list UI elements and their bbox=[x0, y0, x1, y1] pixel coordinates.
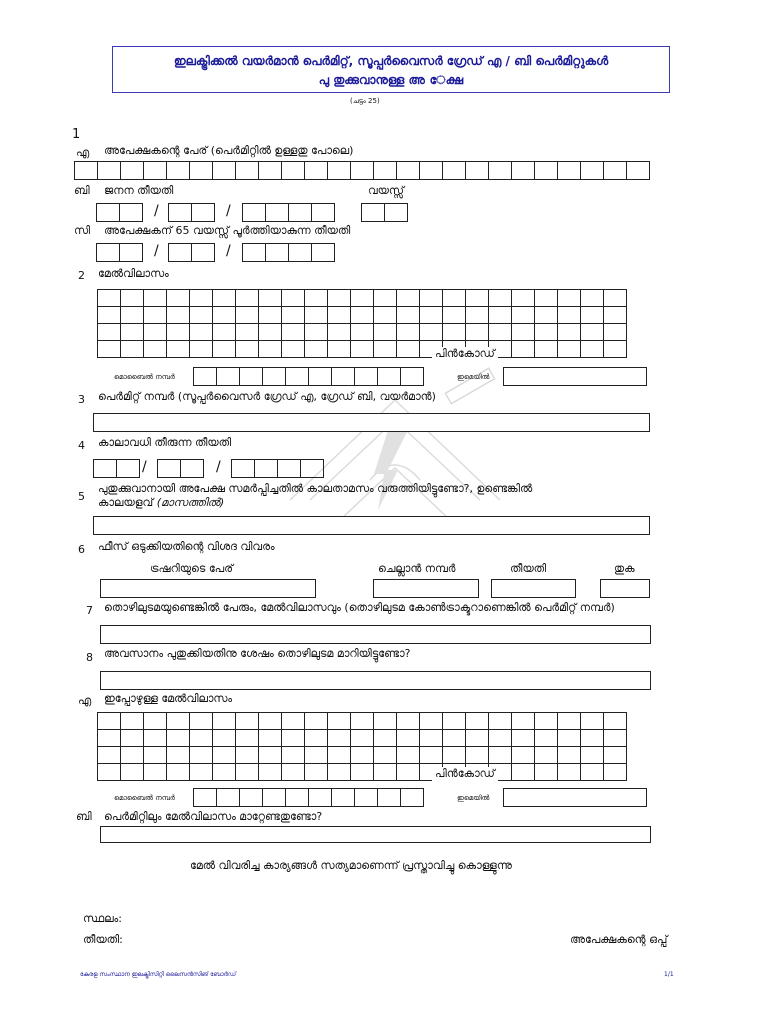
address-cell[interactable] bbox=[121, 290, 144, 307]
mobile-digit-cell[interactable] bbox=[239, 788, 263, 807]
section-7-number: 7 bbox=[86, 604, 93, 617]
address-cell[interactable] bbox=[351, 713, 374, 730]
address-cell[interactable] bbox=[190, 290, 213, 307]
mobile-digit-cell[interactable] bbox=[400, 788, 424, 807]
current-address-label: ഇപ്പോഴുള്ള മേൽവിലാസം bbox=[104, 692, 233, 705]
address-label: മേൽവിലാസം bbox=[98, 267, 169, 280]
address-cell[interactable] bbox=[213, 730, 236, 747]
declaration-text: മേൽ വിവരിച്ച കാര്യങ്ങൾ സത്യമാണെന്ന് പ്രസ്താവിച്ചു കൊള്ളുന്നു bbox=[190, 859, 512, 872]
address-cell[interactable] bbox=[305, 324, 328, 341]
address-cell[interactable] bbox=[236, 290, 259, 307]
section-3-number: 3 bbox=[78, 393, 85, 406]
mobile-digit-cell[interactable] bbox=[239, 367, 263, 386]
address-cell[interactable] bbox=[443, 713, 466, 730]
date-separator: / bbox=[226, 243, 231, 259]
address-cell[interactable] bbox=[581, 307, 604, 324]
address-cell[interactable] bbox=[98, 747, 121, 764]
address-cell[interactable] bbox=[512, 764, 535, 781]
permit-address-change-label: പെർമിറ്റിലും മേൽവിലാസം മാറ്റേണ്ടതുണ്ടോ? bbox=[104, 810, 323, 823]
address-cell[interactable] bbox=[558, 730, 581, 747]
address-cell[interactable] bbox=[213, 764, 236, 781]
address-cell[interactable] bbox=[604, 730, 627, 747]
address-cell[interactable] bbox=[535, 324, 558, 341]
address-cell[interactable] bbox=[397, 764, 420, 781]
address-cell[interactable] bbox=[535, 713, 558, 730]
address-cell[interactable] bbox=[581, 290, 604, 307]
treasury-name-field[interactable] bbox=[100, 579, 316, 598]
address-cell[interactable] bbox=[305, 307, 328, 324]
dob-year-cells[interactable] bbox=[242, 203, 335, 222]
address-cell[interactable] bbox=[581, 730, 604, 747]
date-separator: / bbox=[154, 243, 159, 259]
address-cell[interactable] bbox=[144, 290, 167, 307]
address-cell[interactable] bbox=[190, 730, 213, 747]
address-cell[interactable] bbox=[581, 324, 604, 341]
address-cell[interactable] bbox=[604, 747, 627, 764]
permit-address-change-field[interactable] bbox=[100, 826, 651, 843]
address-cell[interactable] bbox=[236, 341, 259, 358]
email-field[interactable] bbox=[503, 367, 647, 386]
address-cell[interactable] bbox=[213, 290, 236, 307]
address-cell[interactable] bbox=[328, 290, 351, 307]
current-address-grid[interactable] bbox=[97, 712, 627, 781]
section-8b-label: ബി bbox=[76, 810, 92, 823]
age65-month-cells[interactable] bbox=[168, 243, 215, 262]
amount-label: തുക bbox=[614, 562, 635, 575]
address-cell[interactable] bbox=[558, 307, 581, 324]
mobile-digit-cell[interactable] bbox=[216, 788, 240, 807]
address-cell[interactable] bbox=[167, 764, 190, 781]
mobile-digit-cell[interactable] bbox=[285, 788, 309, 807]
expiry-year-cells[interactable] bbox=[231, 459, 324, 478]
address-cell[interactable] bbox=[167, 324, 190, 341]
address-cell[interactable] bbox=[259, 747, 282, 764]
expiry-month-cells[interactable] bbox=[157, 459, 204, 478]
delay-period-text: കാലയളവ് bbox=[98, 496, 154, 509]
address-cell[interactable] bbox=[489, 290, 512, 307]
challan-number-field[interactable] bbox=[373, 579, 479, 598]
address-cell[interactable] bbox=[144, 730, 167, 747]
dob-day-cells[interactable] bbox=[96, 203, 143, 222]
address-cell[interactable] bbox=[236, 747, 259, 764]
address-cell[interactable] bbox=[535, 290, 558, 307]
address-cell[interactable] bbox=[98, 307, 121, 324]
date-label: തീയതി: bbox=[83, 933, 123, 946]
address-cell[interactable] bbox=[604, 307, 627, 324]
section-1a-label: എ bbox=[76, 146, 90, 159]
address-cell[interactable] bbox=[236, 324, 259, 341]
address-cell[interactable] bbox=[259, 324, 282, 341]
address-grid[interactable] bbox=[97, 289, 627, 358]
address-cell[interactable] bbox=[167, 730, 190, 747]
age65-year-cells[interactable] bbox=[242, 243, 335, 262]
address-cell[interactable] bbox=[305, 290, 328, 307]
address-cell[interactable] bbox=[489, 307, 512, 324]
email-label: ഇമെയിൽ bbox=[457, 373, 490, 381]
address-cell[interactable] bbox=[535, 730, 558, 747]
address-cell[interactable] bbox=[351, 764, 374, 781]
mobile-digit-cell[interactable] bbox=[354, 788, 378, 807]
address-cell[interactable] bbox=[167, 747, 190, 764]
address-cell[interactable] bbox=[351, 324, 374, 341]
address-cell[interactable] bbox=[535, 747, 558, 764]
fee-details-label: ഫീസ് ഒടുക്കിയതിന്റെ വിശദ വിവരം bbox=[98, 540, 275, 553]
mobile-digit-cell[interactable] bbox=[377, 788, 401, 807]
address-cell[interactable] bbox=[512, 307, 535, 324]
employer-field[interactable] bbox=[100, 625, 651, 644]
address-cell[interactable] bbox=[535, 341, 558, 358]
address-cell[interactable] bbox=[374, 747, 397, 764]
date-separator: / bbox=[226, 203, 231, 219]
address-cell[interactable] bbox=[489, 713, 512, 730]
address-cell[interactable] bbox=[466, 747, 489, 764]
address-cell[interactable] bbox=[489, 324, 512, 341]
address-cell[interactable] bbox=[190, 341, 213, 358]
address-cell[interactable] bbox=[213, 341, 236, 358]
delay-period-field[interactable] bbox=[93, 516, 650, 535]
address-cell[interactable] bbox=[98, 341, 121, 358]
date-separator: / bbox=[216, 459, 221, 475]
address-cell[interactable] bbox=[305, 713, 328, 730]
dob-month-cells[interactable] bbox=[168, 203, 215, 222]
address-cell[interactable] bbox=[512, 713, 535, 730]
address-cell[interactable] bbox=[121, 341, 144, 358]
address-cell[interactable] bbox=[374, 713, 397, 730]
age-cells[interactable] bbox=[361, 203, 408, 222]
mobile-label: മൊബൈൽ നമ്പർ bbox=[114, 373, 175, 381]
permit-number-label: പെർമിറ്റ് നമ്പർ (സൂപ്പർവൈസർ ഗ്രേഡ് എ, ഗ്രേഡ് ബി, വയർമാൻ) bbox=[98, 390, 436, 403]
address-cell[interactable] bbox=[167, 713, 190, 730]
employer-label: തൊഴിലുടമയുണ്ടെങ്കിൽ പേരും, മേൽവിലാസവും (തൊഴിലുടമ കോൺട്രാക്ടറാണെങ്കിൽ പെർമിറ്റ് നമ്പർ) bbox=[104, 601, 615, 614]
address-cell[interactable] bbox=[282, 324, 305, 341]
address-cell[interactable] bbox=[259, 290, 282, 307]
address-cell[interactable] bbox=[190, 307, 213, 324]
address-cell[interactable] bbox=[558, 341, 581, 358]
address-cell[interactable] bbox=[374, 290, 397, 307]
mobile-digit-cell[interactable] bbox=[216, 367, 240, 386]
address-cell[interactable] bbox=[328, 324, 351, 341]
applicant-name-label: അപേക്ഷകന്റെ പേര് (പെർമിറ്റിൽ ഉള്ളതു പോലെ) bbox=[104, 144, 354, 157]
address-cell[interactable] bbox=[259, 764, 282, 781]
address-cell[interactable] bbox=[144, 747, 167, 764]
address-cell[interactable] bbox=[397, 730, 420, 747]
address-cell[interactable] bbox=[236, 307, 259, 324]
address-cell[interactable] bbox=[443, 290, 466, 307]
address-cell[interactable] bbox=[604, 324, 627, 341]
email-label-2: ഇമെയിൽ bbox=[457, 794, 490, 802]
signature-label: അപേക്ഷകന്റെ ഒപ്പ് bbox=[570, 933, 668, 946]
challan-date-field[interactable] bbox=[491, 579, 576, 598]
address-cell[interactable] bbox=[351, 307, 374, 324]
section-8a-label: എ bbox=[78, 694, 92, 707]
section-1-number: 1 bbox=[72, 127, 81, 142]
address-cell[interactable] bbox=[374, 764, 397, 781]
address-cell[interactable] bbox=[420, 713, 443, 730]
address-cell[interactable] bbox=[443, 307, 466, 324]
address-cell[interactable] bbox=[236, 730, 259, 747]
address-cell[interactable] bbox=[397, 747, 420, 764]
address-cell[interactable] bbox=[535, 307, 558, 324]
form-title-box bbox=[112, 46, 670, 93]
address-cell[interactable] bbox=[167, 307, 190, 324]
address-cell[interactable] bbox=[121, 307, 144, 324]
address-cell[interactable] bbox=[259, 307, 282, 324]
delay-question-label: പുതുക്കുവാനായി അപേക്ഷ സമർപ്പിച്ചതിൽ കാലതാമസം വരുത്തിയിട്ടുണ്ടോ?, ഉണ്ടെങ്കിൽ bbox=[98, 482, 533, 495]
address-cell[interactable] bbox=[466, 713, 489, 730]
address-cell[interactable] bbox=[305, 764, 328, 781]
address-cell[interactable] bbox=[282, 747, 305, 764]
section-1c-label: സി bbox=[74, 224, 91, 237]
address-cell[interactable] bbox=[328, 747, 351, 764]
mobile-cells-2[interactable] bbox=[193, 788, 424, 807]
address-cell[interactable] bbox=[282, 764, 305, 781]
address-cell[interactable] bbox=[121, 764, 144, 781]
address-cell[interactable] bbox=[190, 713, 213, 730]
address-cell[interactable] bbox=[466, 290, 489, 307]
footer-board-name: കേരള സംസ്ഥാന ഇലക്ട്രിസിറ്റി ലൈസൻസിങ് ബോർഡ് bbox=[80, 971, 237, 978]
address-cell[interactable] bbox=[98, 713, 121, 730]
address-cell[interactable] bbox=[489, 730, 512, 747]
address-cell[interactable] bbox=[397, 324, 420, 341]
address-cell[interactable] bbox=[420, 324, 443, 341]
address-cell[interactable] bbox=[397, 713, 420, 730]
address-cell[interactable] bbox=[121, 324, 144, 341]
address-cell[interactable] bbox=[374, 730, 397, 747]
address-cell[interactable] bbox=[420, 307, 443, 324]
address-cell[interactable] bbox=[328, 713, 351, 730]
address-cell[interactable] bbox=[581, 341, 604, 358]
delay-period-label bbox=[98, 497, 224, 508]
employer-change-label: അവസാനം പുതുക്കിയതിനു ശേഷം തൊഴിലുടമ മാറിയിട്ടുണ്ടോ? bbox=[104, 647, 411, 660]
address-cell[interactable] bbox=[420, 747, 443, 764]
address-cell[interactable] bbox=[282, 290, 305, 307]
address-cell[interactable] bbox=[581, 747, 604, 764]
section-2-number: 2 bbox=[78, 269, 85, 282]
address-cell[interactable] bbox=[604, 764, 627, 781]
address-cell[interactable] bbox=[512, 730, 535, 747]
form-title-line1: ഇലക്ട്രിക്കൽ വയർമാൻ പെർമിറ്റ്, സൂപ്പർവൈസർ ഗ്രേഡ് എ / ബി പെർമിറ്റുകൾ bbox=[173, 54, 609, 68]
mobile-digit-cell[interactable] bbox=[193, 788, 217, 807]
address-cell[interactable] bbox=[535, 764, 558, 781]
address-cell[interactable] bbox=[489, 747, 512, 764]
address-cell[interactable] bbox=[466, 307, 489, 324]
address-cell[interactable] bbox=[259, 730, 282, 747]
address-cell[interactable] bbox=[581, 713, 604, 730]
place-label: സ്ഥലം: bbox=[83, 912, 122, 925]
address-cell[interactable] bbox=[328, 307, 351, 324]
address-cell[interactable] bbox=[121, 713, 144, 730]
expiry-date-label: കാലാവധി തീരുന്ന തീയതി bbox=[98, 436, 232, 449]
treasury-name-label: ട്രഷറിയുടെ പേര് bbox=[150, 562, 234, 575]
address-cell[interactable] bbox=[443, 324, 466, 341]
address-cell[interactable] bbox=[443, 730, 466, 747]
email-field-2[interactable] bbox=[503, 788, 647, 807]
address-cell[interactable] bbox=[466, 324, 489, 341]
address-cell[interactable] bbox=[144, 324, 167, 341]
section-1b-label: ബി bbox=[74, 184, 90, 197]
expiry-day-cells[interactable] bbox=[93, 459, 140, 478]
address-cell[interactable] bbox=[558, 764, 581, 781]
address-cell[interactable] bbox=[190, 747, 213, 764]
address-cell[interactable] bbox=[351, 730, 374, 747]
age65-date-label: അപേക്ഷകന് 65 വയസ്സ് പൂർത്തിയാകുന്ന തീയതി bbox=[104, 224, 351, 237]
address-cell[interactable] bbox=[420, 730, 443, 747]
address-cell[interactable] bbox=[558, 747, 581, 764]
address-cell[interactable] bbox=[282, 713, 305, 730]
address-cell[interactable] bbox=[98, 730, 121, 747]
address-cell[interactable] bbox=[512, 324, 535, 341]
permit-number-field[interactable] bbox=[93, 413, 650, 432]
address-cell[interactable] bbox=[328, 730, 351, 747]
address-cell[interactable] bbox=[144, 307, 167, 324]
pincode-label-2: പിൻകോഡ് bbox=[432, 767, 498, 781]
address-cell[interactable] bbox=[213, 713, 236, 730]
challan-date-label: തീയതി bbox=[510, 562, 547, 575]
address-cell[interactable] bbox=[282, 307, 305, 324]
challan-number-label: ചെല്ലാൻ നമ്പർ bbox=[378, 562, 456, 575]
mobile-label-2: മൊബൈൽ നമ്പർ bbox=[114, 794, 175, 802]
address-cell[interactable] bbox=[190, 324, 213, 341]
address-cell[interactable] bbox=[558, 290, 581, 307]
address-cell[interactable] bbox=[305, 747, 328, 764]
address-cell[interactable] bbox=[213, 747, 236, 764]
address-cell[interactable] bbox=[374, 307, 397, 324]
mobile-digit-cell[interactable] bbox=[308, 788, 332, 807]
address-cell[interactable] bbox=[259, 713, 282, 730]
address-cell[interactable] bbox=[558, 713, 581, 730]
address-cell[interactable] bbox=[397, 307, 420, 324]
mobile-digit-cell[interactable] bbox=[331, 788, 355, 807]
address-cell[interactable] bbox=[236, 764, 259, 781]
address-cell[interactable] bbox=[236, 713, 259, 730]
address-cell[interactable] bbox=[98, 324, 121, 341]
address-cell[interactable] bbox=[512, 747, 535, 764]
address-cell[interactable] bbox=[512, 290, 535, 307]
address-cell[interactable] bbox=[581, 764, 604, 781]
address-cell[interactable] bbox=[213, 307, 236, 324]
address-cell[interactable] bbox=[558, 324, 581, 341]
age-label: വയസ്സ് bbox=[368, 184, 404, 197]
address-cell[interactable] bbox=[420, 290, 443, 307]
address-cell[interactable] bbox=[121, 747, 144, 764]
address-cell[interactable] bbox=[282, 730, 305, 747]
address-cell[interactable] bbox=[305, 730, 328, 747]
address-cell[interactable] bbox=[144, 341, 167, 358]
address-cell[interactable] bbox=[443, 747, 466, 764]
address-cell[interactable] bbox=[98, 764, 121, 781]
delay-period-unit: (മാസത്തിൽ) bbox=[156, 496, 225, 509]
section-8-number: 8 bbox=[86, 651, 93, 664]
address-cell[interactable] bbox=[167, 341, 190, 358]
mobile-digit-cell[interactable] bbox=[193, 367, 217, 386]
applicant-name-cells[interactable] bbox=[74, 161, 650, 180]
address-cell[interactable] bbox=[144, 764, 167, 781]
address-cell[interactable] bbox=[374, 324, 397, 341]
form-title-line2: പു തുക്കുവാനുള്ള അ േക്ഷ bbox=[318, 73, 464, 87]
address-cell[interactable] bbox=[328, 764, 351, 781]
address-cell[interactable] bbox=[604, 290, 627, 307]
address-cell[interactable] bbox=[98, 290, 121, 307]
address-cell[interactable] bbox=[604, 341, 627, 358]
section-4-number: 4 bbox=[78, 439, 85, 452]
mobile-digit-cell[interactable] bbox=[262, 788, 286, 807]
address-cell[interactable] bbox=[144, 713, 167, 730]
address-cell[interactable] bbox=[167, 290, 190, 307]
employer-change-field[interactable] bbox=[100, 671, 651, 690]
address-cell[interactable] bbox=[213, 324, 236, 341]
section-6-number: 6 bbox=[78, 543, 85, 556]
dob-label: ജനന തീയതി bbox=[104, 184, 174, 197]
address-cell[interactable] bbox=[121, 730, 144, 747]
address-cell[interactable] bbox=[190, 764, 213, 781]
address-cell[interactable] bbox=[397, 290, 420, 307]
date-separator: / bbox=[142, 459, 147, 475]
address-cell[interactable] bbox=[604, 713, 627, 730]
date-separator: / bbox=[154, 203, 159, 219]
address-cell[interactable] bbox=[466, 730, 489, 747]
pincode-label: പിൻകോഡ് bbox=[432, 347, 498, 361]
footer-page-number: 1/1 bbox=[664, 971, 674, 978]
amount-field[interactable] bbox=[600, 579, 650, 598]
rule-note: (ചട്ടം 25) bbox=[350, 97, 380, 105]
age65-day-cells[interactable] bbox=[96, 243, 143, 262]
section-5-number: 5 bbox=[78, 490, 85, 503]
address-cell[interactable] bbox=[351, 290, 374, 307]
address-cell[interactable] bbox=[351, 747, 374, 764]
